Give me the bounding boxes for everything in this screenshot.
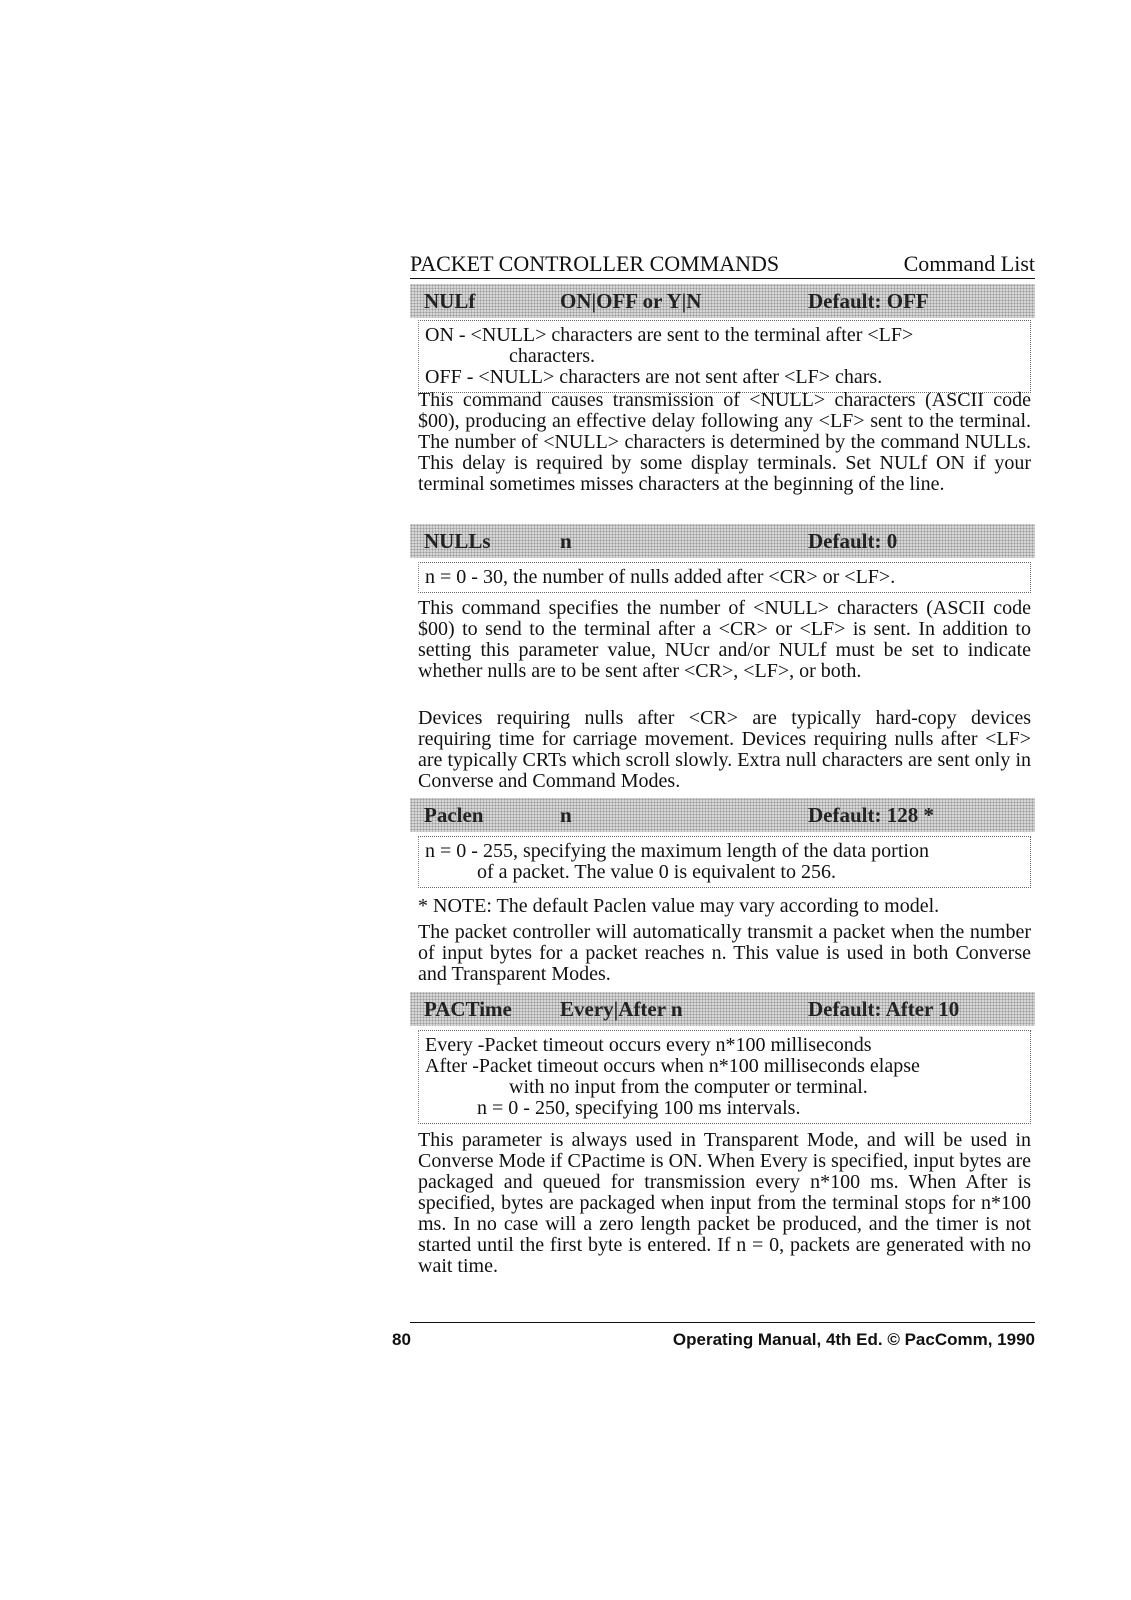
command-default: Default: OFF [808,289,929,313]
list-title: Command List [903,251,1035,276]
command-name: NULf [424,289,476,313]
command-name: PACTime [424,997,512,1021]
description-nulls-2: Devices requiring nulls after <CR> are typically hard-copy devices requiring time for carriage movement. Devices requiring nulls after <LF> are typically CRTs which scroll slowly. Extra null characters are sent only in Converse and Command Modes. [418,707,1031,792]
page-footer [392,1322,1035,1351]
param-box-nulf [418,320,1031,393]
description-pactime: This parameter is always used in Transparent Mode, and will be used in Converse Mode if CPactime is ON. When Every is specified, input bytes are packaged and queued for transmission every n*100 ms. When After is specified, bytes are packaged when input from the terminal stops for n*100 ms. In no case will a zero length packet be produced, and the timer is not started until the first byte is entered. If n = 0, packets are generated with no wait time. [418,1129,1031,1277]
param-box-pactime [418,1030,1031,1124]
command-default: Default: 0 [808,529,898,553]
param-line: OFF - <NULL> characters are not sent after <LF> chars. [425,366,883,388]
section-title: PACKET CONTROLLER COMMANDS [410,251,780,276]
description-paclen: The packet controller will automatically transmit a packet when the number of input bytes for a packet reaches n. This value is used in both Converse and Transparent Modes. [418,921,1031,985]
command-name: NULLs [424,529,491,553]
command-args: n [560,803,572,827]
param-line: with no input from the computer or terminal. [509,1076,868,1098]
publication-info: Operating Manual, 4th Ed. © PacComm, 1990 [672,1330,1035,1349]
command-args: Every|After n [560,997,683,1021]
param-line: n = 0 - 250, specifying 100 ms intervals. [477,1097,801,1119]
param-line: n = 0 - 255, specifying the maximum length of the data portion [425,840,929,862]
command-default: Default: 128 * [808,803,934,827]
command-bar-paclen [410,798,1035,832]
description-nulf: This command causes transmission of <NULL> characters (ASCII code $00), producing an effective delay following any <LF> sent to the terminal. The number of <NULL> characters is determined by the command NULLs. This delay is required by some display terminals. Set NULf ON if your terminal sometimes misses characters at the beginning of the line. [418,389,1031,495]
command-bar-pactime [410,992,1035,1026]
param-line: ON - <NULL> characters are sent to the terminal after <LF> [425,324,914,346]
param-line: characters. [509,345,596,367]
param-box-paclen [418,836,1031,888]
param-box-nulls [418,562,1031,593]
page-number: 80 [392,1330,411,1349]
paclen-note: * NOTE: The default Paclen value may vary according to model. [418,895,940,917]
param-line: of a packet. The value 0 is equivalent to 256. [477,861,836,883]
param-line: n = 0 - 30, the number of nulls added after <CR> or <LF>. [425,566,896,588]
command-args: ON|OFF or Y|N [560,289,702,313]
param-line: Every -Packet timeout occurs every n*100 milliseconds [425,1034,872,1056]
description-nulls: This command specifies the number of <NULL> characters (ASCII code $00) to send to the terminal after a <CR> or <LF> is sent. In addition to setting this parameter value, NUcr and/or NULf must be set to indicate whether nulls are to be sent after <CR>, <LF>, or both. [418,597,1031,682]
command-name: Paclen [424,803,484,827]
running-head [410,252,1035,279]
command-bar-nulls [410,524,1035,558]
param-line: After -Packet timeout occurs when n*100 milliseconds elapse [425,1055,920,1077]
command-bar-nulf [410,284,1035,318]
command-args: n [560,529,572,553]
command-default: Default: After 10 [808,997,960,1021]
